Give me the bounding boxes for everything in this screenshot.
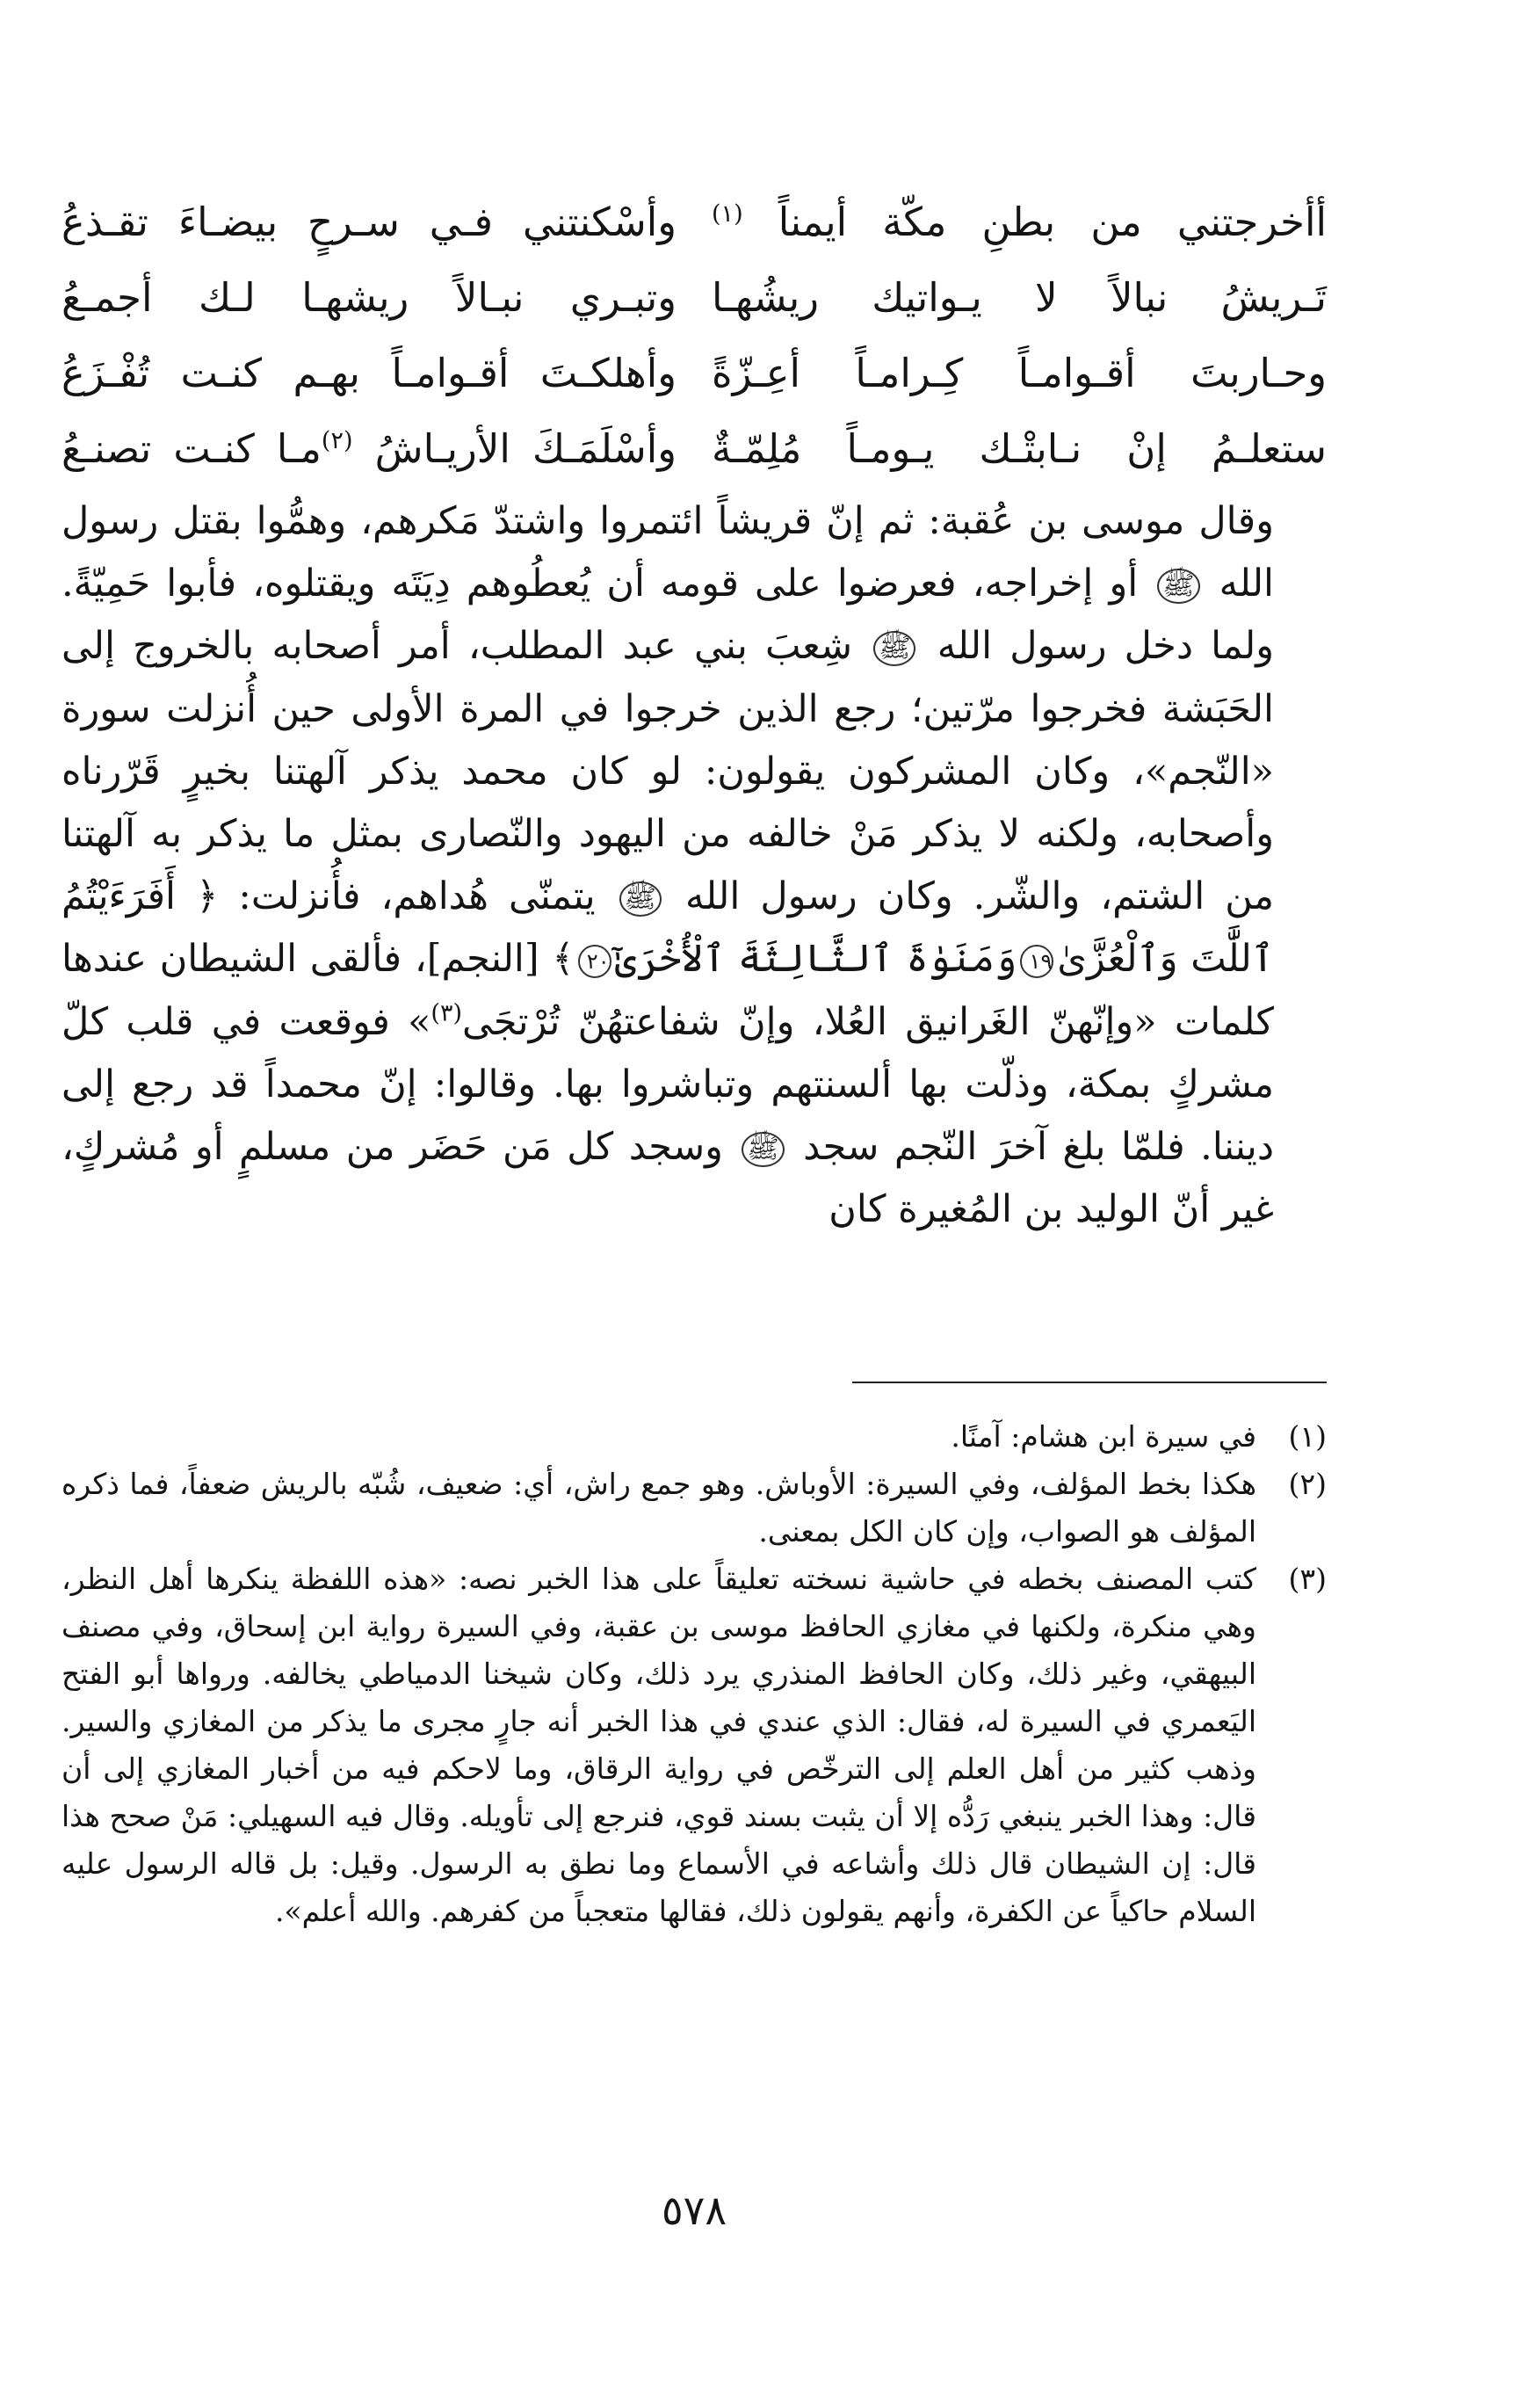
poem-verse: [62, 185, 1327, 260]
footnote-ref: (٢): [321, 427, 353, 454]
footnote-text: في سيرة ابن هشام: آمنًا.: [951, 1419, 1256, 1454]
footnote-divider: [852, 1382, 1327, 1383]
paragraph: [62, 490, 1327, 1241]
text-run: شِعبَ بني عبد المطلب، أمر أصحابه بالخروج إلى الحَبَشة فخرجوا مرّتين؛ رجع الذين خرجوا في المرة الأولى حين أُنزلت سورة «النّجم»، وكان المشركون يقولون: لو كان محمد يذكر آلهتنا بخيرٍ قَرّرناه وأصحابه، ولكنه لا يذكر مَنْ خالفه من اليهود والنّصارى بمثل ما يذكر به آلهتنا من الشتم، والشّر. وكان رسول الله: [62, 624, 1275, 919]
footnote-number: (٢): [1288, 1467, 1327, 1501]
text-run: أو إخراجه، فعرضوا على قومه أن يُعطُوهم دِيَتَه ويقتلوه، فأبوا حَمِيّةً. ولما دخل رسول الله: [62, 562, 1275, 669]
footnote: [62, 1461, 1327, 1556]
honorific-glyph: ﷺ: [1157, 569, 1199, 604]
poem-block: [62, 185, 1327, 487]
text-run: وسجد كل مَن حَضَر من مسلمٍ أو مُشركٍ، غير أنّ الوليد بن المُغيرة كان: [62, 1125, 1274, 1232]
text-run: وقال موسى بن عُقبة: ثم إنّ قريشاً ائتمروا واشتدّ مَكرهم، وهمُّوا بقتل رسول الله: [62, 499, 1274, 606]
quran-quote: ﴿ أَفَرَءَيْتُمُ ٱللَّٰتَ وَٱلْعُزَّىٰ: [62, 874, 1274, 982]
footnote: [62, 1556, 1327, 1935]
verse-second-hemistich: [62, 411, 677, 487]
footnote-text: هكذا بخط المؤلف، وفي السيرة: الأوباش. وهو جمع راش، أي: ضعيف، شُبّه بالريش ضعفاً، فما ذكره المؤلف هو الصواب، وإن كان الكل بمعنى.: [62, 1467, 1256, 1549]
text-run: فألقى الشيطان عندها كلمات «وإنّهنّ الغَرانيق العُلا، وإنّ شفاعتهُنّ تُرْتجَى: [62, 937, 1274, 1044]
honorific-glyph: ﷺ: [619, 881, 662, 917]
footnote: [62, 1413, 1327, 1461]
verse-first-hemistich: [712, 185, 1327, 260]
aya-number-marker: ١٩: [1020, 945, 1053, 978]
poem-verse: [62, 336, 1327, 411]
poem-verse: [62, 411, 1327, 487]
quran-bracket: ﴾: [552, 937, 575, 982]
honorific-glyph: ﷺ: [742, 1132, 784, 1167]
aya-number-marker: ٢٠: [578, 945, 611, 978]
hemistich-text: أأخرجتني من بطنِ مكّة أيمناً: [778, 199, 1327, 245]
verse-second-hemistich: وأهلكـتَ أقـوامـاً بهـم كنـت تُفْـزَعُ: [62, 350, 677, 396]
text-run: يتمنّى هُداهم، فأُنزلت:: [238, 874, 596, 919]
verse-second-hemistich: وتبـري نبـالاً ريشهـا لـك أجمـعُ: [62, 274, 677, 321]
verse-first-hemistich: وحـاربتَ أقـوامـاً كِـرامـاً أعِـزّةً: [712, 350, 1327, 396]
surah-reference: [النجم]،: [414, 937, 539, 982]
book-page: [62, 185, 1327, 2355]
footnote-number: (١): [1288, 1419, 1327, 1454]
verse-second-hemistich: وأسْكنتني فـي سـرحٍ بيضـاءَ تقـذعُ: [62, 199, 677, 245]
verse-first-hemistich: تَـريشُ نبالاً لا يـواتيك ريشُهـا: [712, 274, 1327, 321]
footnote-ref: (٣): [431, 999, 463, 1027]
hemistich-text: وأسْلَمَـكَ الأريـاشُ: [374, 425, 677, 472]
quran-quote: وَمَنَوٰةَ ٱلثَّالِثَةَ ٱلْأُخْرَىٰٓ: [614, 937, 1017, 982]
hemistich-text: مـا كنـت تصنـعُ: [62, 425, 322, 472]
footnote-number: (٣): [1288, 1562, 1327, 1596]
poem-verse: [62, 260, 1327, 336]
footnote-ref: (١): [712, 200, 743, 228]
footnotes: [62, 1413, 1327, 1935]
footnote-text: كتب المصنف بخطه في حاشية نسخته تعليقاً على هذا الخبر نصه: «هذه اللفظة ينكرها أهل النظر، وهي منكرة، ولكنها في مغازي الحافظ موسى بن عقبة، وفي السيرة رواية ابن إسحاق، وفي مصنف البيهقي، وغير ذلك، وكان الحافظ المنذري يرد ذلك، وكان شيخنا الدمياطي يخالفه. ورواها أبو الفتح اليَعمري في السيرة له، فقال: الذي عندي في هذا الخبر أنه جارٍ مجرى ما يذكر من المغازي والسير. وذهب كثير من أهل العلم إلى الترخّص في رواية الرقاق، وما لاحكم فيه من أخبار المغازي إلى أن قال: وهذا الخبر ينبغي رَدُّه إلا أن يثبت بسند قوي، فنرجع إلى تأويله. وقال فيه السهيلي: مَنْ صحح هذا قال: إن الشيطان قال ذلك وأشاعه في الأسماع وما نطق به الرسول. وقيل: بل قاله الرسول عليه السلام حاكياً عن الكفرة، وأنهم يقولون ذلك، فقالها متعجباً من كفرهم. والله أعلم».: [62, 1562, 1256, 1928]
main-text: [62, 490, 1327, 1241]
text-run: » فوقعت في قلب كلّ مشركٍ بمكة، وذلّت بها ألسنتهم وتباشروا بها. وقالوا: إنّ محمداً قد رجع إلى ديننا. فلمّا بلغ آخرَ النّجم سجد: [62, 999, 1275, 1170]
verse-first-hemistich: ستعلـمُ إنْ نـابتْـك يـومـاً مُلِمّـةٌ: [712, 425, 1327, 472]
honorific-glyph: ﷺ: [873, 631, 915, 666]
page-number: ٥٧٨: [661, 2187, 727, 2234]
